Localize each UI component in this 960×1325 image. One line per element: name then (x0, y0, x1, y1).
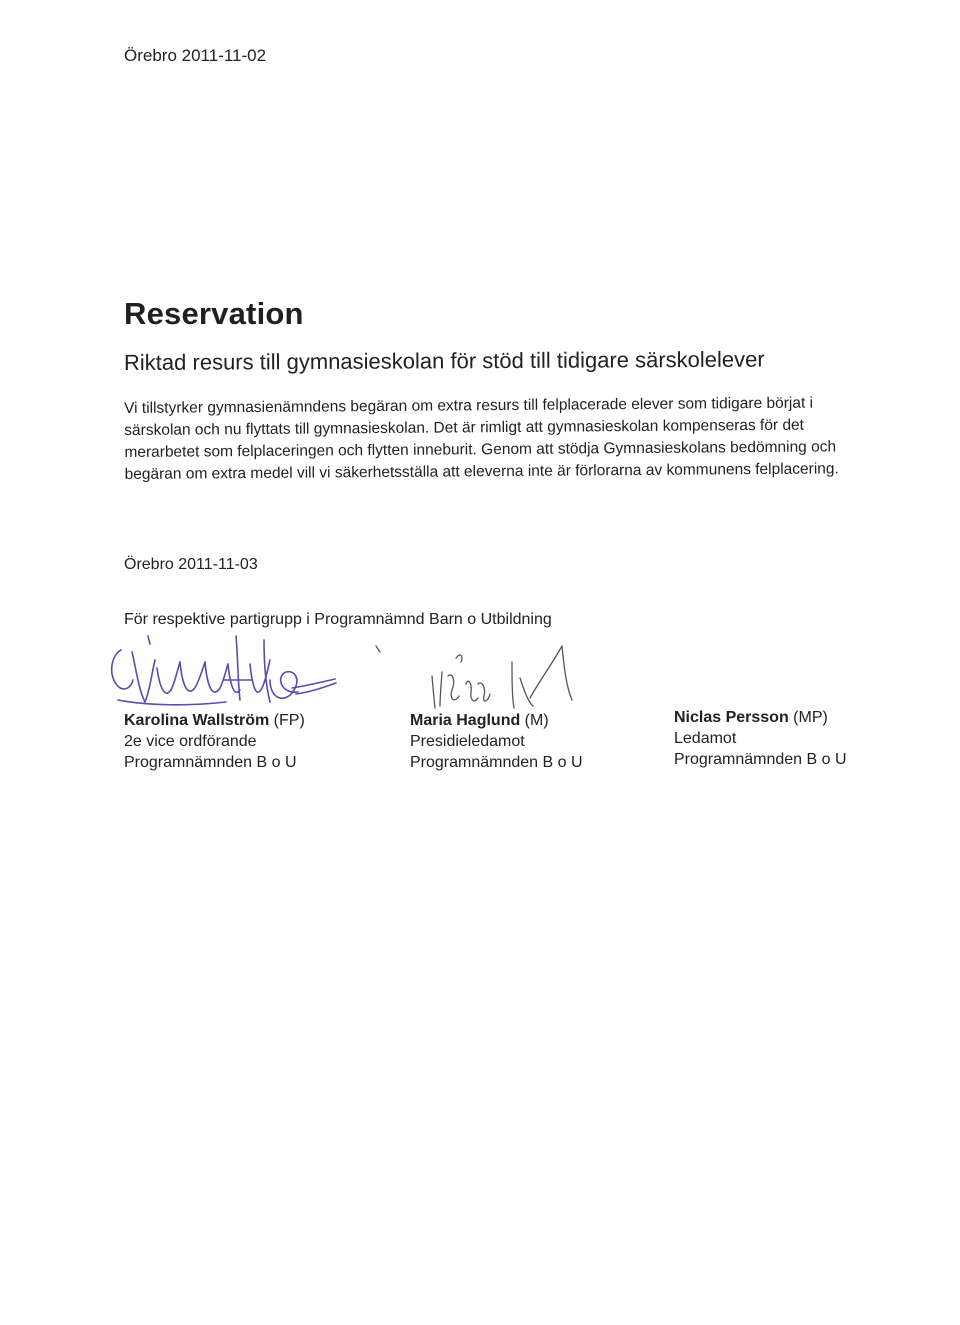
group-statement: För respektive partigrupp i Programnämnd Barn o Utbildning (124, 611, 552, 628)
signer-committee: Programnämnden B o U (674, 751, 847, 768)
header-date: Örebro 2011-11-02 (124, 46, 267, 65)
document-title: Reservation (124, 296, 304, 331)
document-subtitle: Riktad resurs till gymnasieskolan för stöd till tidigare särskolelever (123, 346, 765, 375)
signing-date: Örebro 2011-11-03 (124, 556, 258, 573)
signer-name: Karolina Wallström (124, 712, 270, 729)
signature-maria-haglund (376, 646, 572, 708)
signer-party: (MP) (788, 709, 828, 726)
signer-party: (M) (520, 712, 549, 729)
signer-role: 2e vice ordförande (124, 733, 257, 750)
signer-name: Maria Haglund (410, 712, 521, 729)
signer-committee: Programnämnden B o U (124, 754, 297, 771)
signer-committee: Programnämnden B o U (410, 754, 583, 771)
signature-karolina-wallstrom (112, 636, 336, 705)
signer-party: (FP) (269, 712, 305, 729)
signer-role: Presidieledamot (410, 733, 525, 750)
signer-block (410, 710, 583, 773)
signer-role: Ledamot (674, 730, 737, 747)
signer-block (674, 707, 847, 770)
signer-block (124, 710, 305, 773)
signer-name: Niclas Persson (674, 709, 789, 726)
document-body: Vi tillstyrker gymnasienämndens begäran om extra resurs till felplacerade elever som tidigare börjat i särskolan och nu flyttats till gymnasieskolan. Det är rimligt att gymnasieskolan kompenseras för det merarbetet som felplaceringen och flytten inneburit. Genom att stödja Gymnasieskolans bedömning och begäran om extra medel vill vi säkerhetsställa att eleverna inte är förlorarna av kommunens felplacering. (124, 394, 839, 483)
